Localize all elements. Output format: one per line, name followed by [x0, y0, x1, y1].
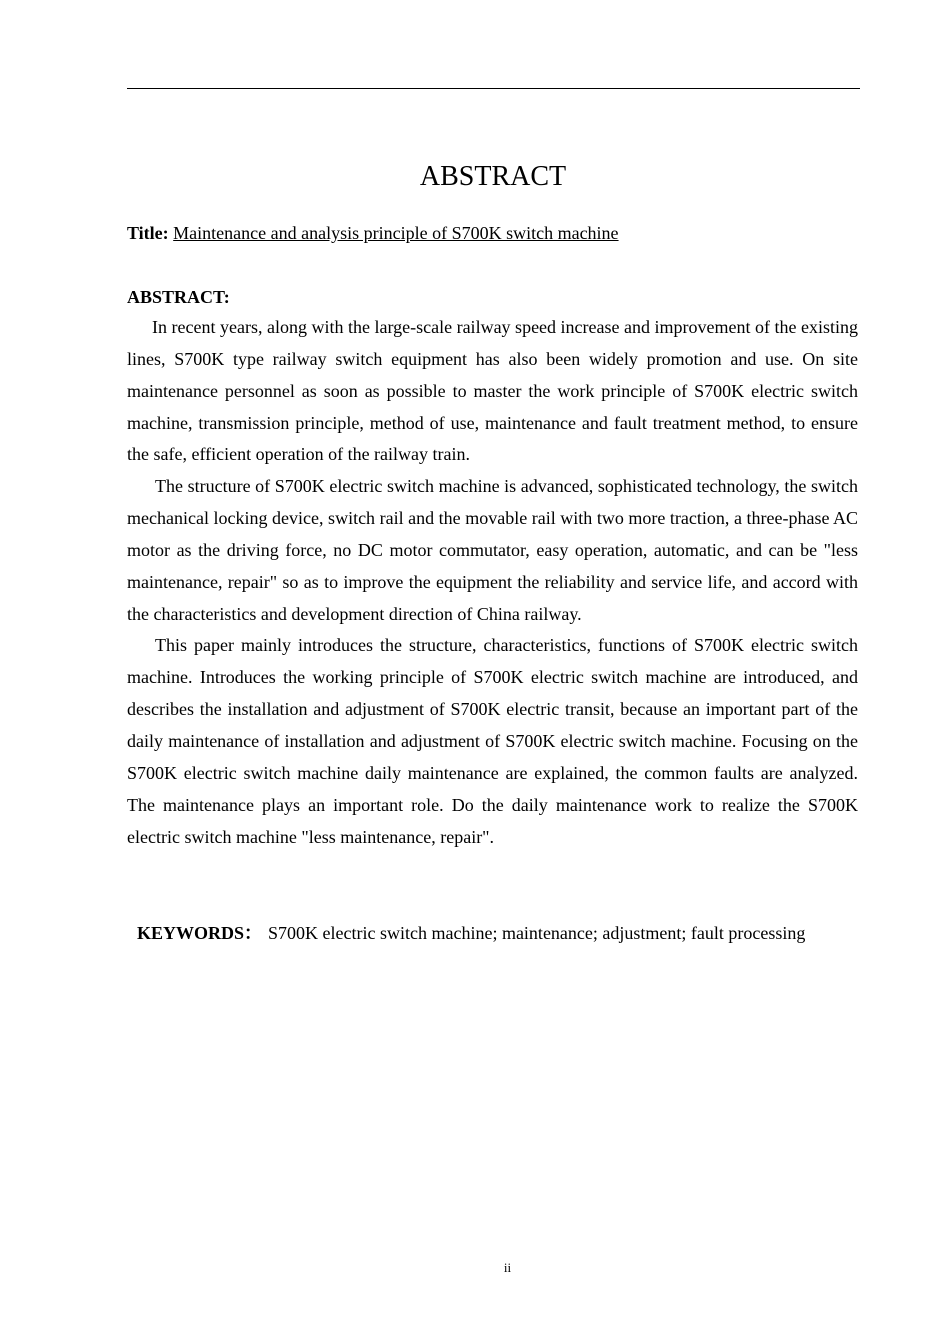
keywords-text: S700K electric switch machine; maintenance; adjustment; fault processing: [268, 923, 806, 943]
page-number: ii: [503, 1260, 512, 1275]
abstract-paragraph: The structure of S700K electric switch machine is advanced, sophisticated technology, the switch mechanical locking device, switch rail and the movable rail with two more traction, a three-phase AC motor as the driving force, no DC motor commutator, easy operation, automatic, and can be "less maintenance, repair" so as to improve the equipment the reliability and service life, and accord with the characteristics and development direction of China railway.: [127, 476, 858, 624]
abstract-paragraph: This paper mainly introduces the structure, characteristics, functions of S700K electric switch machine. Introduces the working principle of S700K electric switch machine are introduced, and describes the installation and adjustment of S700K electric transit, because an important part of the daily maintenance of installation and adjustment of S700K electric switch machine. Focusing on the S700K electric switch machine daily maintenance are explained, the common faults are analyzed. The maintenance plays an important role. Do the daily maintenance work to realize the S700K electric switch machine "less maintenance, repair".: [127, 635, 858, 847]
abstract-body: [127, 312, 858, 853]
title-line: [127, 220, 619, 246]
abstract-paragraph: In recent years, along with the large-scale railway speed increase and improvement of the existing lines, S700K type railway switch equipment has also been widely promotion and use. On site maintenance personnel as soon as possible to master the work principle of S700K electric switch machine, transmission principle, method of use, maintenance and fault treatment method, to ensure the safe, efficient operation of the railway train.: [127, 317, 858, 465]
title-label: Title:: [127, 223, 169, 243]
keywords-line: [137, 920, 805, 946]
abstract-label: ABSTRACT:: [127, 287, 230, 307]
keywords-label: KEYWORDS：: [137, 923, 263, 943]
header-rule: [127, 88, 860, 89]
page-heading: ABSTRACT: [419, 161, 567, 192]
title-text: Maintenance and analysis principle of S700K switch machine: [173, 223, 619, 243]
